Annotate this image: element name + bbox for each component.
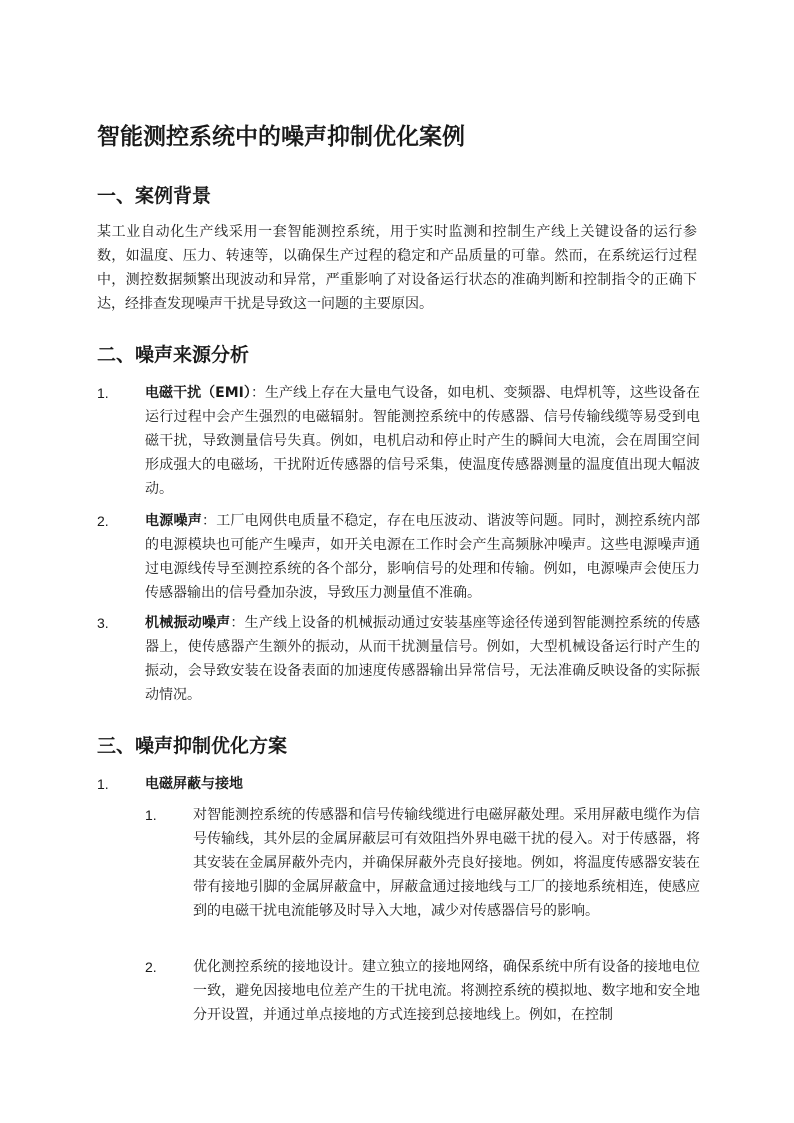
- item-text: ：生产线上设备的机械振动通过安装基座等途径传递到智能测控系统的传感器上，使传感器产生额外的振动，从而干扰测量信号。例如，大型机械设备运行时产生的振动，会导致安装在设备表面的加速度传感器输出异常信号，无法准确反映设备的实际振动情况。: [145, 615, 700, 703]
- item-label: 电磁屏蔽与接地: [145, 776, 243, 792]
- item-label: 电源噪声: [145, 513, 202, 529]
- list-item-emi: [145, 381, 700, 501]
- list-item-power-noise: [145, 509, 700, 605]
- background-paragraph: 某工业自动化生产线采用一套智能测控系统，用于实时监测和控制生产线上关键设备的运行参数，如温度、压力、转速等，以确保生产过程的稳定和产品质量的可靠。然而，在系统运行过程中，测控数据频繁出现波动和异常，严重影响了对设备运行状态的准确判断和控制指令的正确下达，经排查发现噪声干扰是导致这一问题的主要原因。: [97, 224, 697, 312]
- sublist-item-shielding: 对智能测控系统的传感器和信号传输线缆进行电磁屏蔽处理。采用屏蔽电缆作为信号传输线，其外层的金属屏蔽层可有效阻挡外界电磁干扰的侵入。对于传感器，将其安装在金属屏蔽外壳内，并确保屏蔽外壳良好接地。例如，将温度传感器安装在带有接地引脚的金属屏蔽盒中，屏蔽盒通过接地线与工厂的接地系统相连，使感应到的电磁干扰电流能够及时导入大地，减少对传感器信号的影响。: [193, 807, 700, 919]
- item-label: 电磁干扰（EMI）: [145, 385, 251, 401]
- sublist-number: 2.: [145, 959, 157, 975]
- sublist-item-grounding: 优化测控系统的接地设计。建立独立的接地网络，确保系统中所有设备的接地电位一致，避免因接地电位差产生的干扰电流。将测控系统的模拟地、数字地和安全地分开设置，并通过单点接地的方式连接到总接地线上。例如，在控制: [193, 959, 700, 1023]
- list-number: 2.: [97, 513, 109, 529]
- sublist-number: 1.: [145, 807, 157, 823]
- document-title: 智能测控系统中的噪声抑制优化案例: [97, 124, 465, 150]
- list-item-shielding: [145, 772, 700, 796]
- list-number: 1.: [97, 385, 109, 401]
- section-heading-noise-sources: 二、噪声来源分析: [97, 344, 250, 366]
- item-text: ：工厂电网供电质量不稳定，存在电压波动、谐波等问题。同时，测控系统内部的电源模块也可能产生噪声，如开关电源在工作时会产生高频脉冲噪声。这些电源噪声通过电源线传导至测控系统的各个部分，影响信号的处理和传输。例如，电源噪声会使压力传感器输出的信号叠加杂波，导致压力测量值不准确。: [145, 513, 701, 601]
- section-heading-optimization: 三、噪声抑制优化方案: [97, 735, 288, 757]
- list-item-vibration-noise: [145, 611, 700, 707]
- item-label: 机械振动噪声: [145, 615, 231, 631]
- list-number: 3.: [97, 615, 109, 631]
- list-number: 1.: [97, 776, 109, 792]
- item-text: ：生产线上存在大量电气设备，如电机、变频器、电焊机等，这些设备在运行过程中会产生强烈的电磁辐射。智能测控系统中的传感器、信号传输线缆等易受到电磁干扰，导致测量信号失真。例如，电机启动和停止时产生的瞬间大电流，会在周围空间形成强大的电磁场，干扰附近传感器的信号采集，使温度传感器测量的温度值出现大幅波动。: [145, 385, 700, 497]
- section-heading-background: 一、案例背景: [97, 185, 212, 207]
